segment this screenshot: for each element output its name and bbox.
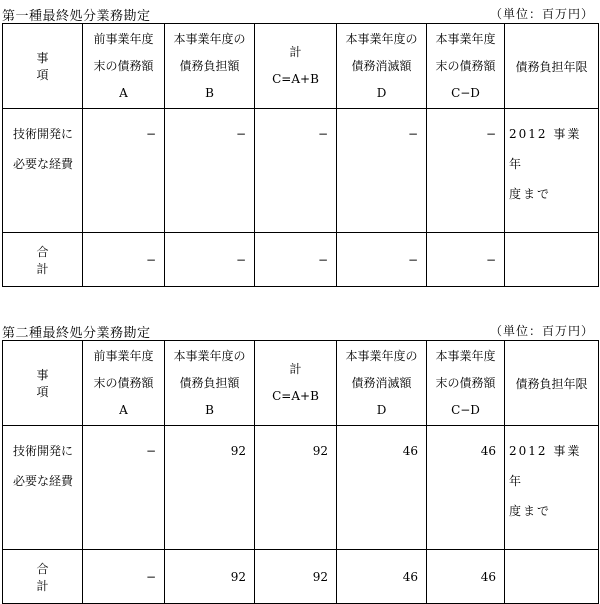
header-b (165, 341, 255, 426)
header-d-line2: 債務消滅額 (351, 58, 412, 73)
header-b-line1: 本事業年度の (173, 348, 246, 363)
header-d (337, 24, 427, 109)
cell-d: 46 (337, 426, 427, 550)
cell-limit-line1: 2012 事業年 (509, 127, 582, 171)
cell-limit-line2: 度まで (509, 187, 552, 201)
header-cd-line1: 本事業年度 (435, 348, 496, 363)
total-cd: − (427, 233, 505, 287)
total-a: − (83, 550, 165, 604)
header-d-line3: D (376, 85, 387, 100)
cell-a: − (83, 426, 165, 550)
total-label: 合計 (3, 233, 83, 287)
header-a-line3: A (119, 85, 128, 100)
header-limit: 債務負担年限 (505, 24, 599, 109)
header-cd (427, 341, 505, 426)
table-row (3, 426, 599, 550)
total-c: 92 (255, 550, 337, 604)
row-label-line1: 技術開発に (13, 127, 74, 141)
cell-c: 92 (255, 426, 337, 550)
row-label (3, 109, 83, 233)
total-row (3, 550, 599, 604)
section-header (2, 320, 598, 340)
header-a (83, 24, 165, 109)
header-limit: 債務負担年限 (505, 341, 599, 426)
header-c-line1: 計 (289, 362, 302, 376)
header-b-line3: B (205, 402, 214, 417)
header-a-line1: 前事業年度 (93, 31, 154, 46)
total-c: − (255, 233, 337, 287)
header-b-line2: 債務負担額 (179, 375, 240, 390)
debt-table (2, 340, 599, 604)
header-c (255, 341, 337, 426)
total-limit (505, 550, 599, 604)
table-title: 第一種最終処分業務勘定 (2, 9, 151, 24)
total-row (3, 233, 599, 287)
table-section-1 (2, 3, 598, 287)
header-d-line2: 債務消滅額 (351, 375, 412, 390)
header-d (337, 341, 427, 426)
cell-b: − (165, 109, 255, 233)
total-b: 92 (165, 550, 255, 604)
header-cd-line3: C−D (451, 85, 480, 100)
header-a-line2: 末の債務額 (93, 58, 154, 73)
header-c (255, 24, 337, 109)
total-d: 46 (337, 550, 427, 604)
debt-table (2, 23, 599, 287)
header-c-line2: C=A+B (272, 72, 319, 86)
total-limit (505, 233, 599, 287)
unit-label: （単位：百万円） (489, 7, 594, 21)
row-label-line2: 必要な経費 (13, 474, 74, 488)
cell-d: − (337, 109, 427, 233)
total-cd: 46 (427, 550, 505, 604)
header-b-line1: 本事業年度の (173, 31, 246, 46)
header-row (3, 341, 599, 426)
total-b: − (165, 233, 255, 287)
header-b-line2: 債務負担額 (179, 58, 240, 73)
header-b (165, 24, 255, 109)
header-a (83, 341, 165, 426)
header-item: 事 項 (3, 341, 83, 426)
row-label (3, 426, 83, 550)
header-a-line2: 末の債務額 (93, 375, 154, 390)
cell-cd: 46 (427, 426, 505, 550)
cell-c: − (255, 109, 337, 233)
header-row (3, 24, 599, 109)
cell-a: − (83, 109, 165, 233)
table-row (3, 109, 599, 233)
header-d-line3: D (376, 402, 387, 417)
header-b-line3: B (205, 85, 214, 100)
header-cd-line2: 末の債務額 (435, 375, 496, 390)
total-label: 合計 (3, 550, 83, 604)
header-cd-line3: C−D (451, 402, 480, 417)
cell-limit (505, 426, 599, 550)
header-d-line1: 本事業年度の (345, 31, 418, 46)
header-item: 事 項 (3, 24, 83, 109)
header-d-line1: 本事業年度の (345, 348, 418, 363)
cell-b: 92 (165, 426, 255, 550)
row-label-line2: 必要な経費 (13, 157, 74, 171)
cell-limit (505, 109, 599, 233)
cell-limit-line1: 2012 事業年 (509, 444, 582, 488)
total-d: − (337, 233, 427, 287)
unit-label: （単位：百万円） (489, 324, 594, 338)
table-section-2 (2, 320, 598, 604)
header-cd-line1: 本事業年度 (435, 31, 496, 46)
table-title: 第二種最終処分業務勘定 (2, 326, 151, 341)
header-c-line1: 計 (289, 45, 302, 59)
header-a-line1: 前事業年度 (93, 348, 154, 363)
cell-limit-line2: 度まで (509, 504, 552, 518)
section-header (2, 3, 598, 23)
header-c-line2: C=A+B (272, 389, 319, 403)
cell-cd: − (427, 109, 505, 233)
row-label-line1: 技術開発に (13, 444, 74, 458)
header-cd-line2: 末の債務額 (435, 58, 496, 73)
header-a-line3: A (119, 402, 128, 417)
header-cd (427, 24, 505, 109)
total-a: − (83, 233, 165, 287)
